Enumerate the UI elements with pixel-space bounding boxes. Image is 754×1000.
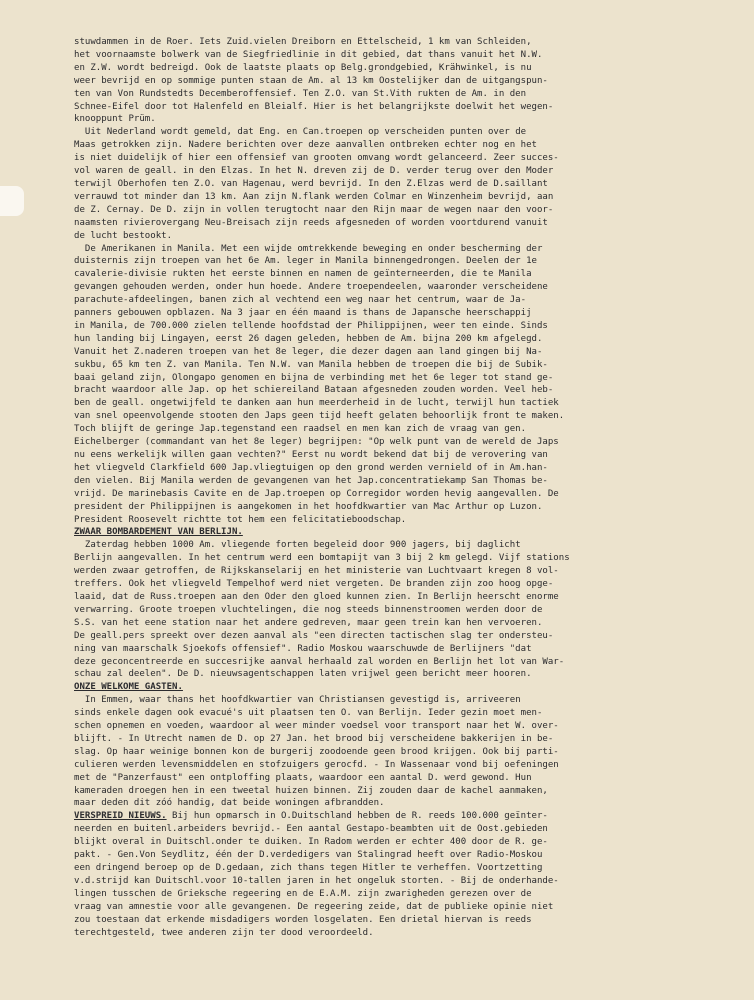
text-line: laaid, dat de Russ.troepen aan den Oder den gloed kunnen zien. In Berlijn heerscht enorme — [74, 591, 559, 602]
text-line: terwijl Oberhofen ten Z.O. van Hagenau, werd bevrijd. In den Z.Elzas werd de D.saillant — [74, 178, 548, 189]
text-line: neerden en buitenl.arbeiders bevrijd.- Een aantal Gestapo-beambten uit de Oost.gebieden — [74, 824, 548, 835]
text-line: maar deden dit zóó handig, dat beide woningen afbrandden. — [74, 798, 385, 809]
text-line: deze geconcentreerde en succesrijke aanval herhaald zal worden en Berlijn het lot van War- — [74, 656, 565, 667]
text-line: Maas getrokken zijn. Nadere berichten over deze aanvallen ontbreken echter nog en het — [74, 140, 537, 151]
text-line: vraag van amnestie voor alle gevangenen. De regeering zeide, dat de publieke opinie niet — [74, 901, 554, 912]
text-line: een dringend beroep op de D.gedaan, zich thans tegen Hitler te verheffen. Voortzetting — [74, 863, 543, 873]
text-line: Toch blijft de geringe Jap.tegenstand een raadsel en men kan zich de vraag van gen. — [74, 424, 527, 435]
text-line: In Emmen, waar thans het hoofdkwartier van Christiansen gevestigd is, arriveeren — [74, 695, 521, 706]
text-line: zou toestaan dat erkende misdadigers worden losgelaten. Een drietal hiervan is reeds — [74, 914, 532, 925]
text-line: Uit Nederland wordt gemeld, dat Eng. en Can.troepen op verscheiden punten over de — [74, 127, 527, 138]
text-line: het voornaamste bolwerk van de Siegfriedlinie in dit gebied, dat thans vanuit het N.W. — [74, 49, 543, 60]
paragraph-roer — [74, 36, 706, 126]
heading-bombardement: ZWAAR BOMBARDEMENT VAN BERLIJN. — [74, 527, 243, 538]
document-body — [74, 36, 706, 939]
text-line: sukbu, 65 km ten Z. van Manila. Ten N.W. van Manila hebben de troepen die bij de Subik- — [74, 359, 548, 370]
text-line: het vliegveld Clarkfield 600 Jap.vliegtuigen op den grond werden vernield of in Am.han- — [74, 462, 548, 473]
text-line: S.S. van het eene station naar het andere gedreven, maar geen trein kan hen vervoeren. — [74, 617, 543, 628]
text-line: baai geland zijn, Olongapo genomen en bijna de verbinding met het 6e leger tot stand ge- — [74, 372, 554, 383]
text-line: verwarring. Groote troepen vluchtelingen, die nog steeds binnenstroomen werden door de — [74, 604, 543, 615]
heading-gasten: ONZE WELKOME GASTEN. — [74, 682, 183, 693]
text-line: pakt. - Gen.Von Seydlitz, één der D.verdedigers van Stalingrad heeft over Radio-Moskou — [74, 850, 543, 861]
text-line: kameraden droegen hen in een tweetal huizen binnen. Zij zouden daar de kachel aanmaken, — [74, 785, 548, 796]
text-line: den vielen. Bij Manila werden de gevangenen van het Jap.concentratiekamp San Thomas be- — [74, 475, 548, 486]
paragraph-manila — [74, 243, 706, 527]
text-line: Schnee-Eifel door tot Halenfeld en Bleialf. Hier is het belangrijkste doelwit het wegen- — [74, 101, 554, 112]
text-line: Berlijn aangevallen. In het centrum werd een bomtapijt van 3 bij 2 km gelegd. Vijf stations — [74, 553, 570, 564]
text-line: schau zal deelen". De D. nieuwsagentschappen laten vrijwel geen bericht meer hooren. — [74, 669, 532, 680]
text-line: werden zwaar getroffen, de Rijkskanselarij en het ministerie van Luchtvaart kregen 8 vol- — [74, 566, 559, 577]
text-line: hun landing bij Lingayen, eerst 26 dagen geleden, hebben de Am. bijna 200 km afgelegd. — [74, 333, 543, 344]
text-line: verrauwd tot minder dan 13 km. Aan zijn N.flank werden Colmar en Winzenheim bevrijd, aan — [74, 191, 554, 202]
text-line: vrijd. De marinebasis Cavite en de Jap.troepen op Corregidor worden hevig aangevallen. De — [74, 488, 559, 499]
text-line: Zaterdag hebben 1000 Am. vliegende forten begeleid door 900 jagers, bij daglicht — [74, 540, 521, 551]
paragraph-gasten — [74, 694, 706, 810]
text-line: in Manila, de 700.000 zielen tellende hoofdstad der Philippijnen, weer ten einde. Sinds — [74, 320, 548, 331]
text-line: is niet duidelijk of hier een offensief van grooten omvang wordt gelanceerd. Zeer succes- — [74, 153, 559, 164]
text-line: schen opnemen en voeden, waardoor al weer minder voedsel voor transport naar het W. over- — [74, 721, 559, 732]
paragraph-nederland — [74, 126, 706, 242]
text-line: panners gebouwen opblazen. Na 3 jaar en één maand is thans de Japansche heerschappij — [74, 308, 532, 319]
heading-verspreid: VERSPREID NIEUWS. — [74, 811, 167, 822]
text-line: weer bevrijd en op sommige punten staan de Am. al 13 km Oostelijker dan de uitgangspun- — [74, 75, 548, 86]
text-line: De Amerikanen in Manila. Met een wijde omtrekkende beweging en onder bescherming der — [74, 243, 543, 254]
text-line: Bij hun opmarsch in O.Duitschland hebben de R. reeds 100.000 geïnter- — [166, 811, 548, 822]
text-line: v.d.strijd kan Duitschl.voor 10-tallen jaren in het ongeluk storten. - Bij de onderhande- — [74, 875, 559, 886]
text-line: gevangen gehouden werden, onder hun hoede. Andere troependeelen, waaronder verscheidene — [74, 282, 548, 293]
text-line: De geall.pers spreekt over dezen aanval als "een directen tactischen slag ter ondersteu- — [74, 630, 554, 641]
text-line: parachute-afdeelingen, banen zich al vechtend een weg naar het centrum, waar de Ja- — [74, 295, 527, 306]
text-line: de lucht bestookt. — [74, 230, 173, 241]
text-line: President Roosevelt richtte tot hem een felicitatieboodschap. — [74, 514, 407, 525]
text-line: slag. Op haar weinige bonnen kon de burgerij zoodoende geen brood krijgen. Ook bij parti- — [74, 746, 559, 757]
text-line: naamsten rivierovergang Neu-Breisach zijn reeds afgesneden of worden voortdurend vanuit — [74, 217, 548, 228]
text-line: stuwdammen in de Roer. Iets Zuid.vielen Dreiborn en Ettelscheid, 1 km van Schleiden, — [74, 37, 532, 47]
text-line: ten van Von Rundstedts Decemberoffensief. Ten Z.O. van St.Vith rukten de Am. in den — [74, 88, 527, 99]
text-line: blijft. - In Utrecht namen de D. op 27 Jan. het brood bij verscheidene bakkerijen in be- — [74, 733, 554, 744]
text-line: knooppunt Prüm. — [74, 114, 156, 125]
text-line: van snel opeenvolgende stooten den Japs geen tijd heeft gelaten behoorlijk front te maken. — [74, 411, 565, 422]
paragraph-berlijn — [74, 539, 706, 681]
text-line: de Z. Cernay. De D. zijn in vollen terugtocht naar den Rijn maar de wegen naar den voor- — [74, 204, 554, 215]
text-line: duisternis zijn troepen van het 6e Am. leger in Manila binnengedrongen. Deelen der 1e — [74, 256, 537, 267]
text-line: nu eens werkelijk willen gaan vechten?" Eerst nu wordt bekend dat bij de verovering van — [74, 450, 548, 460]
text-line: ning van maarschalk Sjoekofs offensief". Radio Moskou waarschuwde de Berlijners "dat — [74, 643, 532, 654]
text-line: vol waren de geall. in den Elzas. In het N. dreven zij de D. verder terug over den Moder — [74, 166, 554, 177]
text-line: culieren werden levensmiddelen en stofzuigers gerocfd. - In Wassenaar vond bij oefeningen — [74, 759, 559, 770]
text-line: met de "Panzerfaust" een ontploffing plaats, waardoor een aantal D. werd gewond. Hun — [74, 772, 532, 783]
text-line: bracht waardoor alle Jap. op het schiereiland Bataan afgesneden zouden worden. Veel heb- — [74, 385, 554, 396]
text-line: en Z.W. wordt bedreigd. Ook de laatste plaats op Belg.grondgebied, Krähwinkel, is nu — [74, 62, 532, 73]
text-line: Eichelberger (commandant van het 8e leger) begrijpen: "Op welk punt van de wereld de Japs — [74, 437, 559, 448]
torn-edge — [0, 186, 24, 216]
text-line: treffers. Ook het vliegveld Tempelhof werd niet vergeten. De branden zijn zoo hoog opge- — [74, 579, 554, 590]
text-line: Vanuit het Z.naderen troepen van het 8e leger, die dezer dagen aan land gingen bij Na- — [74, 346, 543, 357]
text-line: blijkt overal in Duitschl.onder te duiken. In Radom werden er echter 400 door de R. ge- — [74, 837, 548, 848]
text-line: sinds enkele dagen ook evacué's uit plaatsen ten O. van Berlijn. Ieder gezin moet men- — [74, 708, 543, 719]
text-line: lingen tusschen de Grieksche regeering en de E.A.M. zijn zwarigheden gerezen over de — [74, 888, 532, 899]
text-line: terechtgesteld, twee anderen zijn ter dood veroordeeld. — [74, 927, 374, 938]
paragraph-verspreid — [74, 810, 706, 939]
text-line: ben de geall. ongetwijfeld te danken aan hun meerderheid in de lucht, terwijl hun tactiek — [74, 398, 559, 409]
text-line: cavalerie-divisie rukten het eerste binnen en namen de geïnterneerden, die te Manila — [74, 269, 532, 280]
text-line: president der Philippijnen is aangekomen in het hoofdkwartier van Mac Arthur op Luzon. — [74, 501, 543, 512]
